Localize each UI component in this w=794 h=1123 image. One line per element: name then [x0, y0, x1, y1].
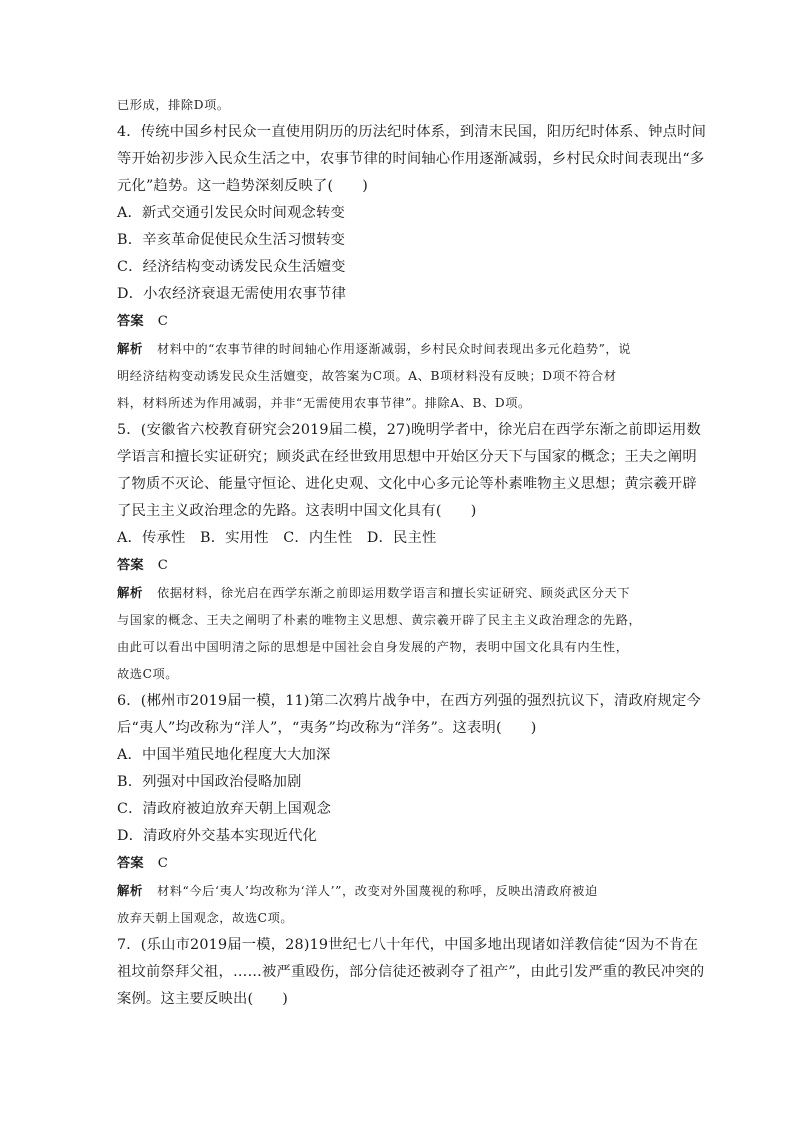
- question-5-stem: 了民主主义政治理念的先路。这表明中国文化具有( ): [117, 503, 477, 519]
- question-4-stem: 4．传统中国乡村民众一直使用阴历的历法纪时体系，到清末民国，阳历纪时体系、钟点时间: [117, 124, 707, 140]
- answer-line: [117, 850, 682, 877]
- explanation-label: 解析: [117, 341, 143, 356]
- answer-value: C: [157, 558, 169, 573]
- answer-line: [117, 552, 682, 579]
- answer-label: 答案: [117, 314, 144, 329]
- question-7-stem: 祖坟前祭拜父祖，……被严重殴伤，部分信徒还被剥夺了祖产”，由此引发严重的教民冲突的: [117, 964, 705, 980]
- document-page: [117, 92, 707, 1013]
- question-6-stem: 后“夷人”均改称为“洋人”，“夷务”均改称为“洋务”。这表明( ): [117, 720, 537, 736]
- question-7-stem: 7．(乐山市2019届一模，28)19世纪七八十年代，中国多地出现诸如洋教信徒“因为不肯在: [117, 937, 699, 953]
- explanation-line: 明经济结构变动诱发民众生活嬗变，故答案为C项。A、B项材料没有反映；D项不符合材: [117, 369, 617, 383]
- explanation-line: 已形成，排除D项。: [117, 98, 230, 112]
- option-b: B．辛亥革命促使民众生活习惯转变: [117, 232, 346, 248]
- question-5-stem: 了物质不灭论、能量守恒论、进化史观、文化中心多元论等朴素唯物主义思想；黄宗羲开辟: [117, 476, 697, 492]
- option-a: A．新式交通引发民众时间观念转变: [117, 205, 345, 221]
- answer-value: C: [157, 856, 169, 871]
- option-d: D．小农经济衰退无需使用农事节律: [117, 286, 347, 302]
- explanation-line: 解析 材料“今后‘夷人’均改称为‘洋人’”，改变对外国蔑视的称呼，反映出清政府被迫: [117, 883, 598, 898]
- question-5-stem: 学语言和擅长实证研究；顾炎武在经世致用思想中开始区分天下与国家的概念；王夫之阐明: [117, 449, 697, 465]
- option-b: B．列强对中国政治侵略加剧: [117, 774, 302, 790]
- question-4-stem: 元化”趋势。这一趋势深刻反映了( ): [117, 178, 369, 194]
- explanation-line: 解析 材料中的“农事节律的时间轴心作用逐渐减弱，乡村民众时间表现出多元化趋势”，说: [117, 341, 631, 356]
- explanation-line: 解析 依据材料，徐光启在西学东渐之前即运用数学语言和擅长实证研究、顾炎武区分天下: [117, 585, 631, 600]
- question-5-stem: 5．(安徽省六校教育研究会2019届二模，27)晚明学者中，徐光启在西学东渐之前即运用数: [117, 422, 702, 438]
- explanation-line: 与国家的概念、王夫之阐明了朴素的唯物主义思想、黄宗羲开辟了民主主义政治理念的先路，: [117, 613, 642, 627]
- explanation-line: 故选C项。: [117, 667, 179, 681]
- question-4-stem: 等开始初步涉入民众生活之中，农事节律的时间轴心作用逐渐减弱，乡村民众时间表现出“多: [117, 151, 705, 167]
- option-row: A．传承性 B．实用性 C．内生性 D．民主性: [117, 530, 437, 546]
- option-a: A．中国半殖民地化程度大大加深: [117, 747, 331, 763]
- answer-label: 答案: [117, 558, 144, 573]
- explanation-line: 料，材料所述为作用减弱，并非“无需使用农事节律”。排除A、B、D项。: [117, 396, 531, 410]
- explanation-line: 放弃天朝上国观念，故选C项。: [117, 911, 294, 925]
- answer-label: 答案: [117, 856, 144, 871]
- option-c: C．清政府被迫放弃天朝上国观念: [117, 801, 332, 817]
- answer-value: C: [157, 314, 169, 329]
- answer-line: [117, 308, 682, 335]
- option-c: C．经济结构变动诱发民众生活嬗变: [117, 259, 346, 275]
- explanation-label: 解析: [117, 585, 143, 600]
- question-6-stem: 6．(郴州市2019届一模，11)第二次鸦片战争中，在西方列强的强烈抗议下，清政府规定今: [117, 693, 702, 709]
- option-d: D．清政府外交基本实现近代化: [117, 828, 318, 844]
- explanation-line: 由此可以看出中国明清之际的思想是中国社会自身发展的产物，表明中国文化具有内生性，: [117, 640, 629, 654]
- explanation-label: 解析: [117, 883, 143, 898]
- question-7-stem: 案例。这主要反映出( ): [117, 991, 289, 1007]
